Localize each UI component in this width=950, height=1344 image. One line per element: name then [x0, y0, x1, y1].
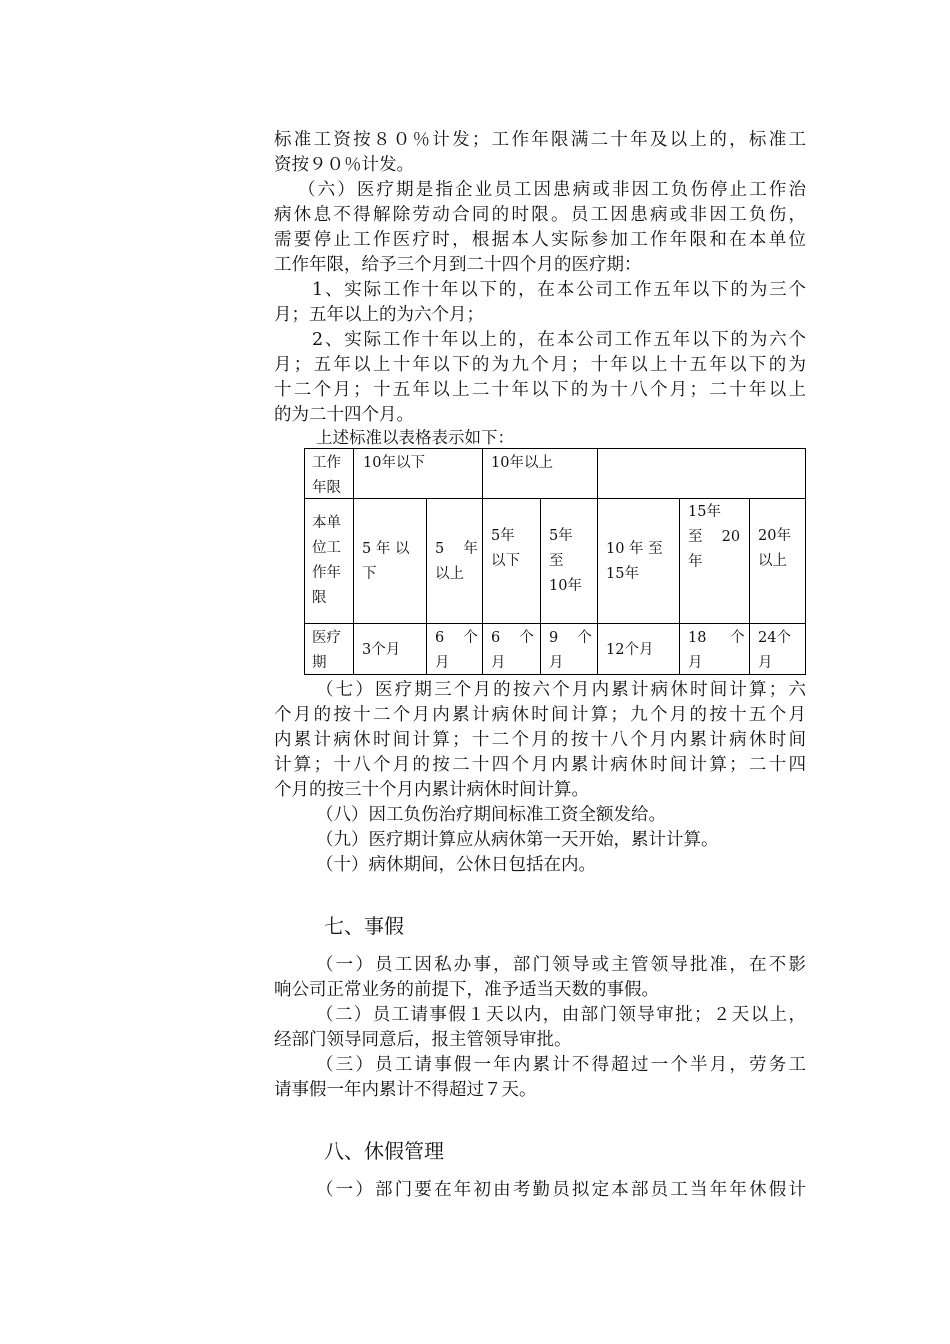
table-cell: 12个月 — [606, 642, 654, 658]
table-cell — [549, 524, 582, 599]
paragraph-line: 内累计病休时间计算；十二个月的按十八个月内累计病休时间 — [274, 730, 806, 750]
table-cell — [435, 537, 478, 587]
paragraph-line: 病休息不得解除劳动合同的时限。员工因患病或非因工负伤， — [274, 205, 806, 225]
table-caption: 上述标准以表格表示如下： — [316, 428, 514, 447]
paragraph-line: （十）病休期间，公休日包括在内。 — [316, 855, 596, 875]
cell-line: 5年 — [491, 528, 515, 544]
cell-line: 6 个 — [435, 630, 478, 646]
cell-line: 5 年 — [435, 541, 478, 557]
cell-line: 工作 — [312, 455, 341, 471]
table-cell: 3个月 — [362, 642, 401, 658]
cell-line: 至 20 — [688, 529, 741, 545]
cell-line: 20年 — [758, 528, 791, 544]
paragraph-line: 1、实际工作十年以下的，在本公司工作五年以下的为三个 — [312, 280, 806, 300]
table-header-work-years — [312, 451, 352, 501]
paragraph-line: （八）因工负伤治疗期间标准工资全额发给。 — [316, 805, 666, 825]
cell-line: 年限 — [312, 480, 341, 496]
table-cell — [549, 626, 592, 676]
cell-line: 月 — [758, 655, 773, 671]
cell-line: 月 — [491, 655, 506, 671]
table-cell — [491, 626, 534, 676]
cell-line: 以上 — [435, 566, 464, 582]
cell-line: 9 个 — [549, 630, 592, 646]
paragraph-line: （三）员工请事假一年内累计不得超过一个半月，劳务工 — [316, 1055, 806, 1075]
cell-line: 年 — [688, 554, 703, 570]
cell-line: 以上 — [758, 553, 787, 569]
cell-line: 期 — [312, 655, 327, 671]
cell-line: 限 — [312, 590, 327, 606]
cell-line: 24个 — [758, 630, 791, 646]
paragraph-line: 个月的按十二个月内累计病休时间计算；九个月的按十五个月 — [274, 705, 806, 725]
table-cell — [606, 537, 663, 587]
table-cell — [688, 500, 740, 575]
paragraph-line: （七）医疗期三个月的按六个月内累计病休时间计算；六 — [316, 680, 806, 700]
cell-line: 以下 — [491, 553, 520, 569]
paragraph-line: 资按９０％计发。 — [274, 155, 414, 175]
paragraph-line: 的为二十四个月。 — [274, 405, 414, 425]
cell-line: 医疗 — [312, 630, 341, 646]
table-cell — [758, 524, 791, 574]
paragraph-line: （九）医疗期计算应从病休第一天开始，累计计算。 — [316, 830, 719, 850]
cell-line: 作年 — [312, 565, 341, 581]
cell-line: 5年 — [549, 528, 573, 544]
paragraph-line: 十二个月；十五年以上二十年以下的为十八个月；二十年以上 — [274, 380, 806, 400]
cell-line: 下 — [362, 566, 377, 582]
cell-line: 18 个 — [688, 630, 745, 646]
paragraph-line: （二）员工请事假１天以内，由部门领导审批；２天以上， — [316, 1005, 806, 1025]
table-header-medical-period — [312, 626, 352, 676]
table-cell — [435, 626, 478, 676]
paragraph-line: 月；五年以上十年以下的为九个月；十年以上十五年以下的为 — [274, 355, 806, 375]
table-group-over-10: 10年以上 — [491, 455, 553, 471]
paragraph-line: （六）医疗期是指企业员工因患病或非因工负伤停止工作治 — [298, 180, 806, 200]
table-cell — [758, 626, 791, 676]
cell-line: 5 年 以 — [362, 541, 410, 557]
cell-line: 位工 — [312, 540, 341, 556]
cell-line: 至 — [549, 553, 564, 569]
cell-line: 10年 — [549, 578, 582, 594]
cell-line: 10 年 至 — [606, 541, 663, 557]
paragraph-line: （一）员工因私办事，部门领导或主管领导批准，在不影 — [316, 955, 806, 975]
paragraph-line: 2、实际工作十年以上的，在本公司工作五年以下的为六个 — [312, 330, 806, 350]
cell-line: 6 个 — [491, 630, 534, 646]
table-group-under-10: 10年以下 — [363, 455, 425, 471]
section-heading: 八、休假管理 — [324, 1139, 444, 1163]
paragraph-line: 标准工资按８０％计发；工作年限满二十年及以上的，标准工 — [274, 130, 806, 150]
paragraph-line: 个月的按三十个月内累计病休时间计算。 — [274, 780, 589, 800]
paragraph-line: 请事假一年内累计不得超过７天。 — [274, 1080, 537, 1100]
cell-line: 15年 — [688, 504, 721, 520]
cell-line: 月 — [435, 655, 450, 671]
paragraph-line: 计算；十八个月的按二十四个月内累计病休时间计算；二十四 — [274, 755, 806, 775]
table-cell — [362, 537, 409, 587]
cell-line: 月 — [549, 655, 564, 671]
table-cell — [491, 524, 520, 574]
cell-line: 月 — [688, 655, 703, 671]
cell-line: 15年 — [606, 566, 639, 582]
paragraph-line: 月；五年以上的为六个月； — [274, 305, 484, 325]
paragraph-line: 需要停止工作医疗时，根据本人实际参加工作年限和在本单位 — [274, 230, 806, 250]
table-header-unit-years — [312, 511, 352, 611]
cell-line: 本单 — [312, 515, 341, 531]
paragraph-line: 经部门领导同意后，报主管领导审批。 — [274, 1030, 572, 1050]
paragraph-line: （一）部门要在年初由考勤员拟定本部员工当年年休假计 — [316, 1180, 806, 1200]
section-heading: 七、事假 — [324, 914, 404, 938]
table-cell — [688, 626, 745, 676]
paragraph-line: 工作年限，给予三个月到二十四个月的医疗期： — [274, 255, 642, 275]
paragraph-line: 响公司正常业务的前提下，准予适当天数的事假。 — [274, 980, 659, 1000]
